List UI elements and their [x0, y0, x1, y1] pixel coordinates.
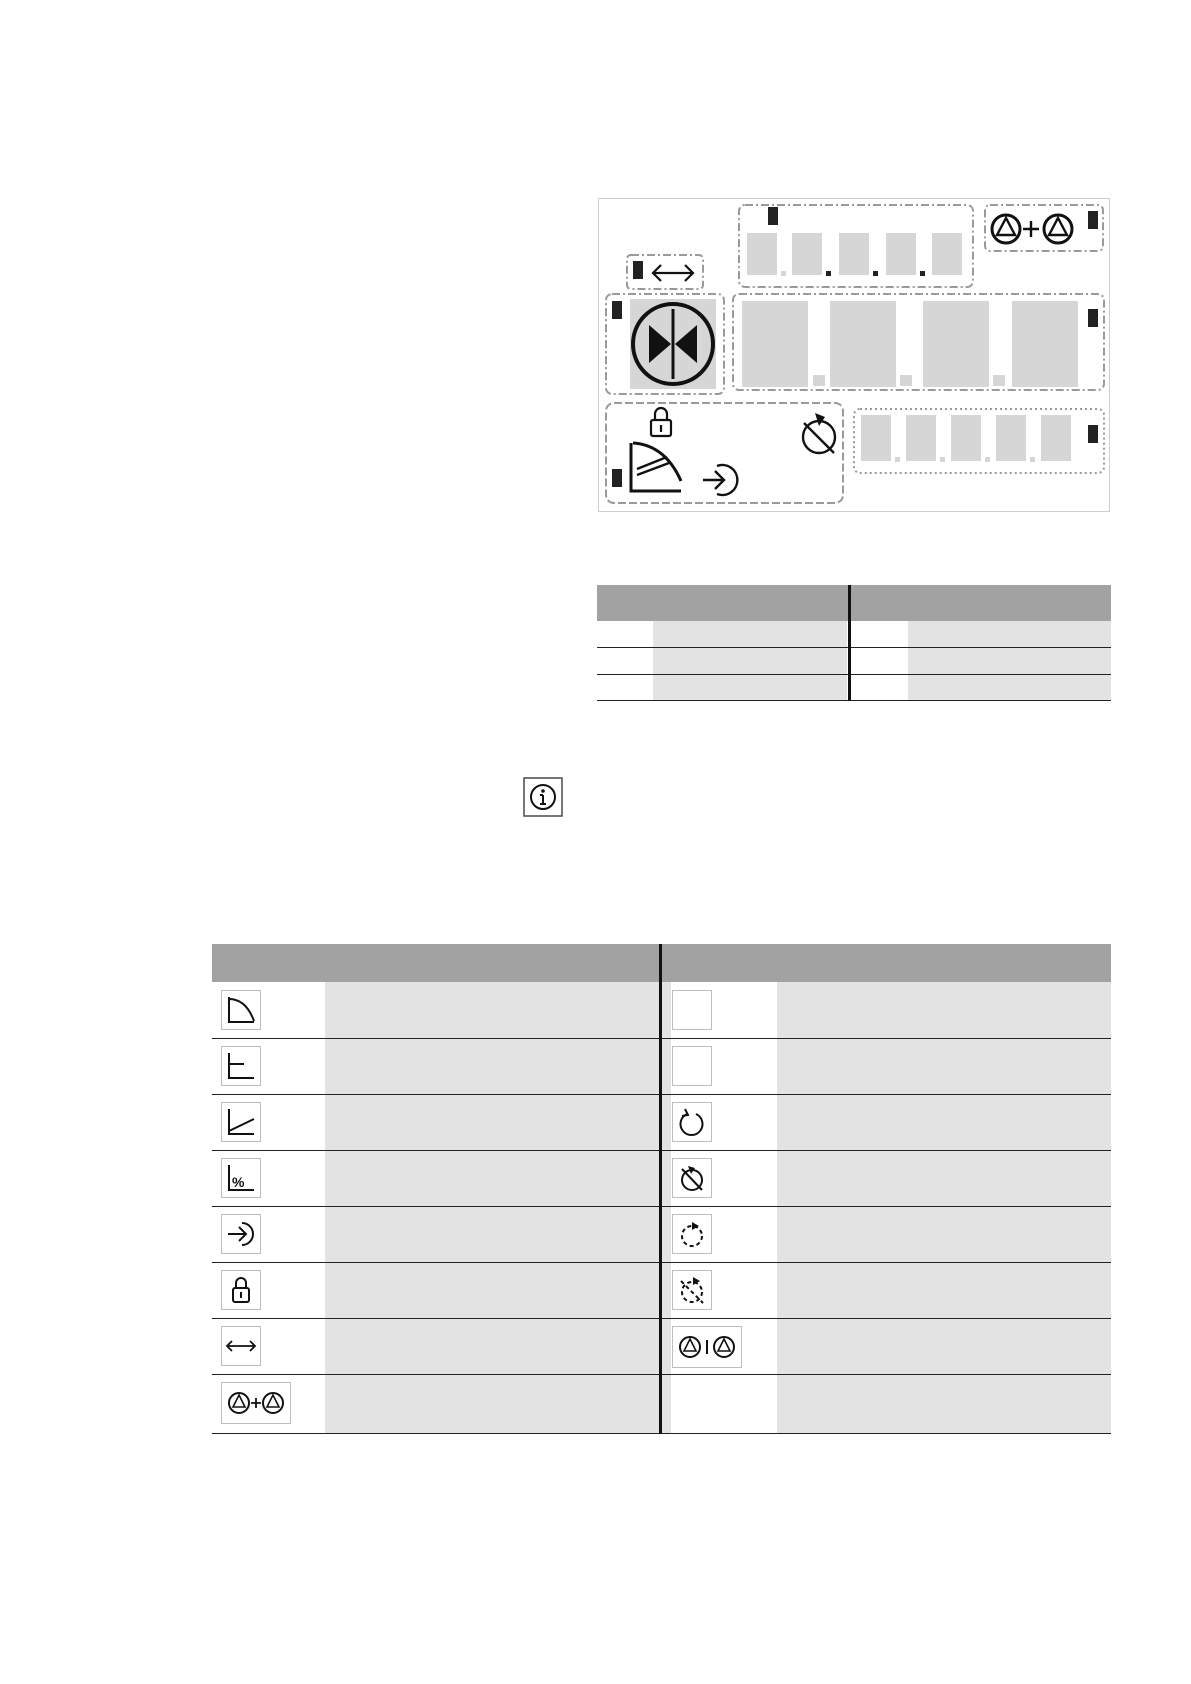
blank-icon — [672, 990, 712, 1030]
indicator-led — [633, 261, 643, 279]
dashed-rotation-icon — [672, 1214, 712, 1254]
indicator-led — [612, 301, 622, 319]
communication-icon — [653, 265, 693, 281]
dashed-interval-icon — [672, 1270, 712, 1310]
percent-curve-icon — [221, 1158, 261, 1198]
interval-run-icon — [672, 1158, 712, 1198]
table-cell — [653, 621, 847, 701]
main-reserve-pump-icon — [672, 1326, 742, 1368]
table-cell — [908, 621, 1111, 701]
row-divider — [597, 674, 1111, 675]
external-input-icon — [703, 465, 737, 495]
indicator-led — [1088, 211, 1098, 229]
symbol-table — [212, 944, 1111, 1434]
indicator-led — [1088, 309, 1098, 327]
table-cell — [325, 982, 671, 1434]
table-cell — [777, 982, 1111, 1434]
indicator-led — [1088, 425, 1098, 443]
control-curve-icon — [631, 443, 681, 491]
row-divider — [597, 647, 1111, 648]
svg-text:%: % — [232, 1174, 245, 1190]
display-panel-graphic — [599, 199, 1111, 513]
display-panel — [598, 198, 1110, 512]
indicator-led — [612, 469, 622, 487]
constant-pressure-dp-c-icon — [221, 1046, 261, 1086]
constant-speed-curve-icon — [221, 990, 261, 1030]
double-pump-addition-icon — [992, 215, 1072, 243]
lock-icon — [651, 408, 671, 436]
column-divider — [848, 585, 851, 701]
control-mode-group — [606, 403, 843, 503]
info-icon — [523, 777, 563, 817]
blank-icon — [672, 1046, 712, 1086]
communication-arrows-icon — [221, 1326, 261, 1366]
variable-pressure-dp-v-icon — [221, 1102, 261, 1142]
row-divider — [597, 700, 1111, 701]
legend-table-header — [597, 585, 1111, 621]
column-divider — [659, 944, 662, 1434]
rotation-icon — [672, 1102, 712, 1142]
external-input-icon — [221, 1214, 261, 1254]
lock-icon — [221, 1270, 261, 1310]
indicator-led — [768, 207, 778, 225]
interval-run-icon — [803, 413, 835, 453]
legend-table — [597, 585, 1111, 701]
double-pump-addition-icon — [221, 1382, 291, 1424]
